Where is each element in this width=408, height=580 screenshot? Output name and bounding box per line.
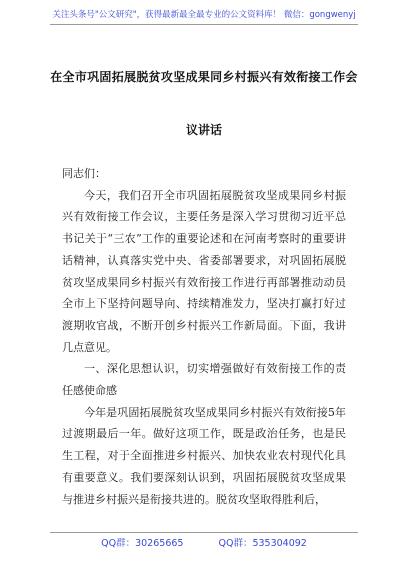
footer-qq-group-2: QQ群：535304092 bbox=[218, 538, 307, 549]
footer-divider bbox=[50, 532, 358, 533]
header-divider bbox=[50, 24, 358, 25]
section-heading-1: 一、深化思想认识，切实增强做好有效衔接工作的责任感使命感 bbox=[62, 362, 346, 398]
document-title-line2: 议讲话 bbox=[185, 123, 222, 137]
document-title: 在全市巩固拓展脱贫攻坚成果同乡村振兴有效衔接工作会 bbox=[50, 70, 358, 84]
document-body bbox=[62, 163, 346, 510]
paragraph-section-1: 今年是巩固拓展脱贫攻坚成果同乡村振兴有效衔接5年过渡期最后一年。做好这项工作，既是政治任务，也是民生工程，对于全面推进乡村振兴、加快农业农村现代化具有重要意义。我们要深刻认识到，巩固拓展脱贫攻坚成果与推进乡村振兴是衔接共进的。脱贫攻坚取得胜利后， bbox=[62, 405, 346, 506]
page-header-banner: 关注头条号"公文研究"，获得最新最全最专业的公文资料库！ 微信：gongwenyj bbox=[52, 10, 356, 20]
page-footer bbox=[0, 535, 408, 549]
paragraph-intro: 今天，我们召开全市巩固拓展脱贫攻坚成果同乡村振兴有效衔接工作会议，主要任务是深入学习贯彻习近平总书记关于“三农”工作的重要论述和在河南考察时的重要讲话精神，认真落实党中央、省委部署要求，对巩固拓展脱贫攻坚成果同乡村振兴有效衔接工作进行再部署推动动员全市上下坚持问题导向、持续精准发力，坚决打赢打好过渡期收官战，不断开创乡村振兴工作新局面。下面，我讲几点意见。 bbox=[62, 188, 346, 354]
greeting: 同志们： bbox=[62, 167, 106, 180]
footer-qq-group-1: QQ群：30265665 bbox=[101, 538, 184, 549]
